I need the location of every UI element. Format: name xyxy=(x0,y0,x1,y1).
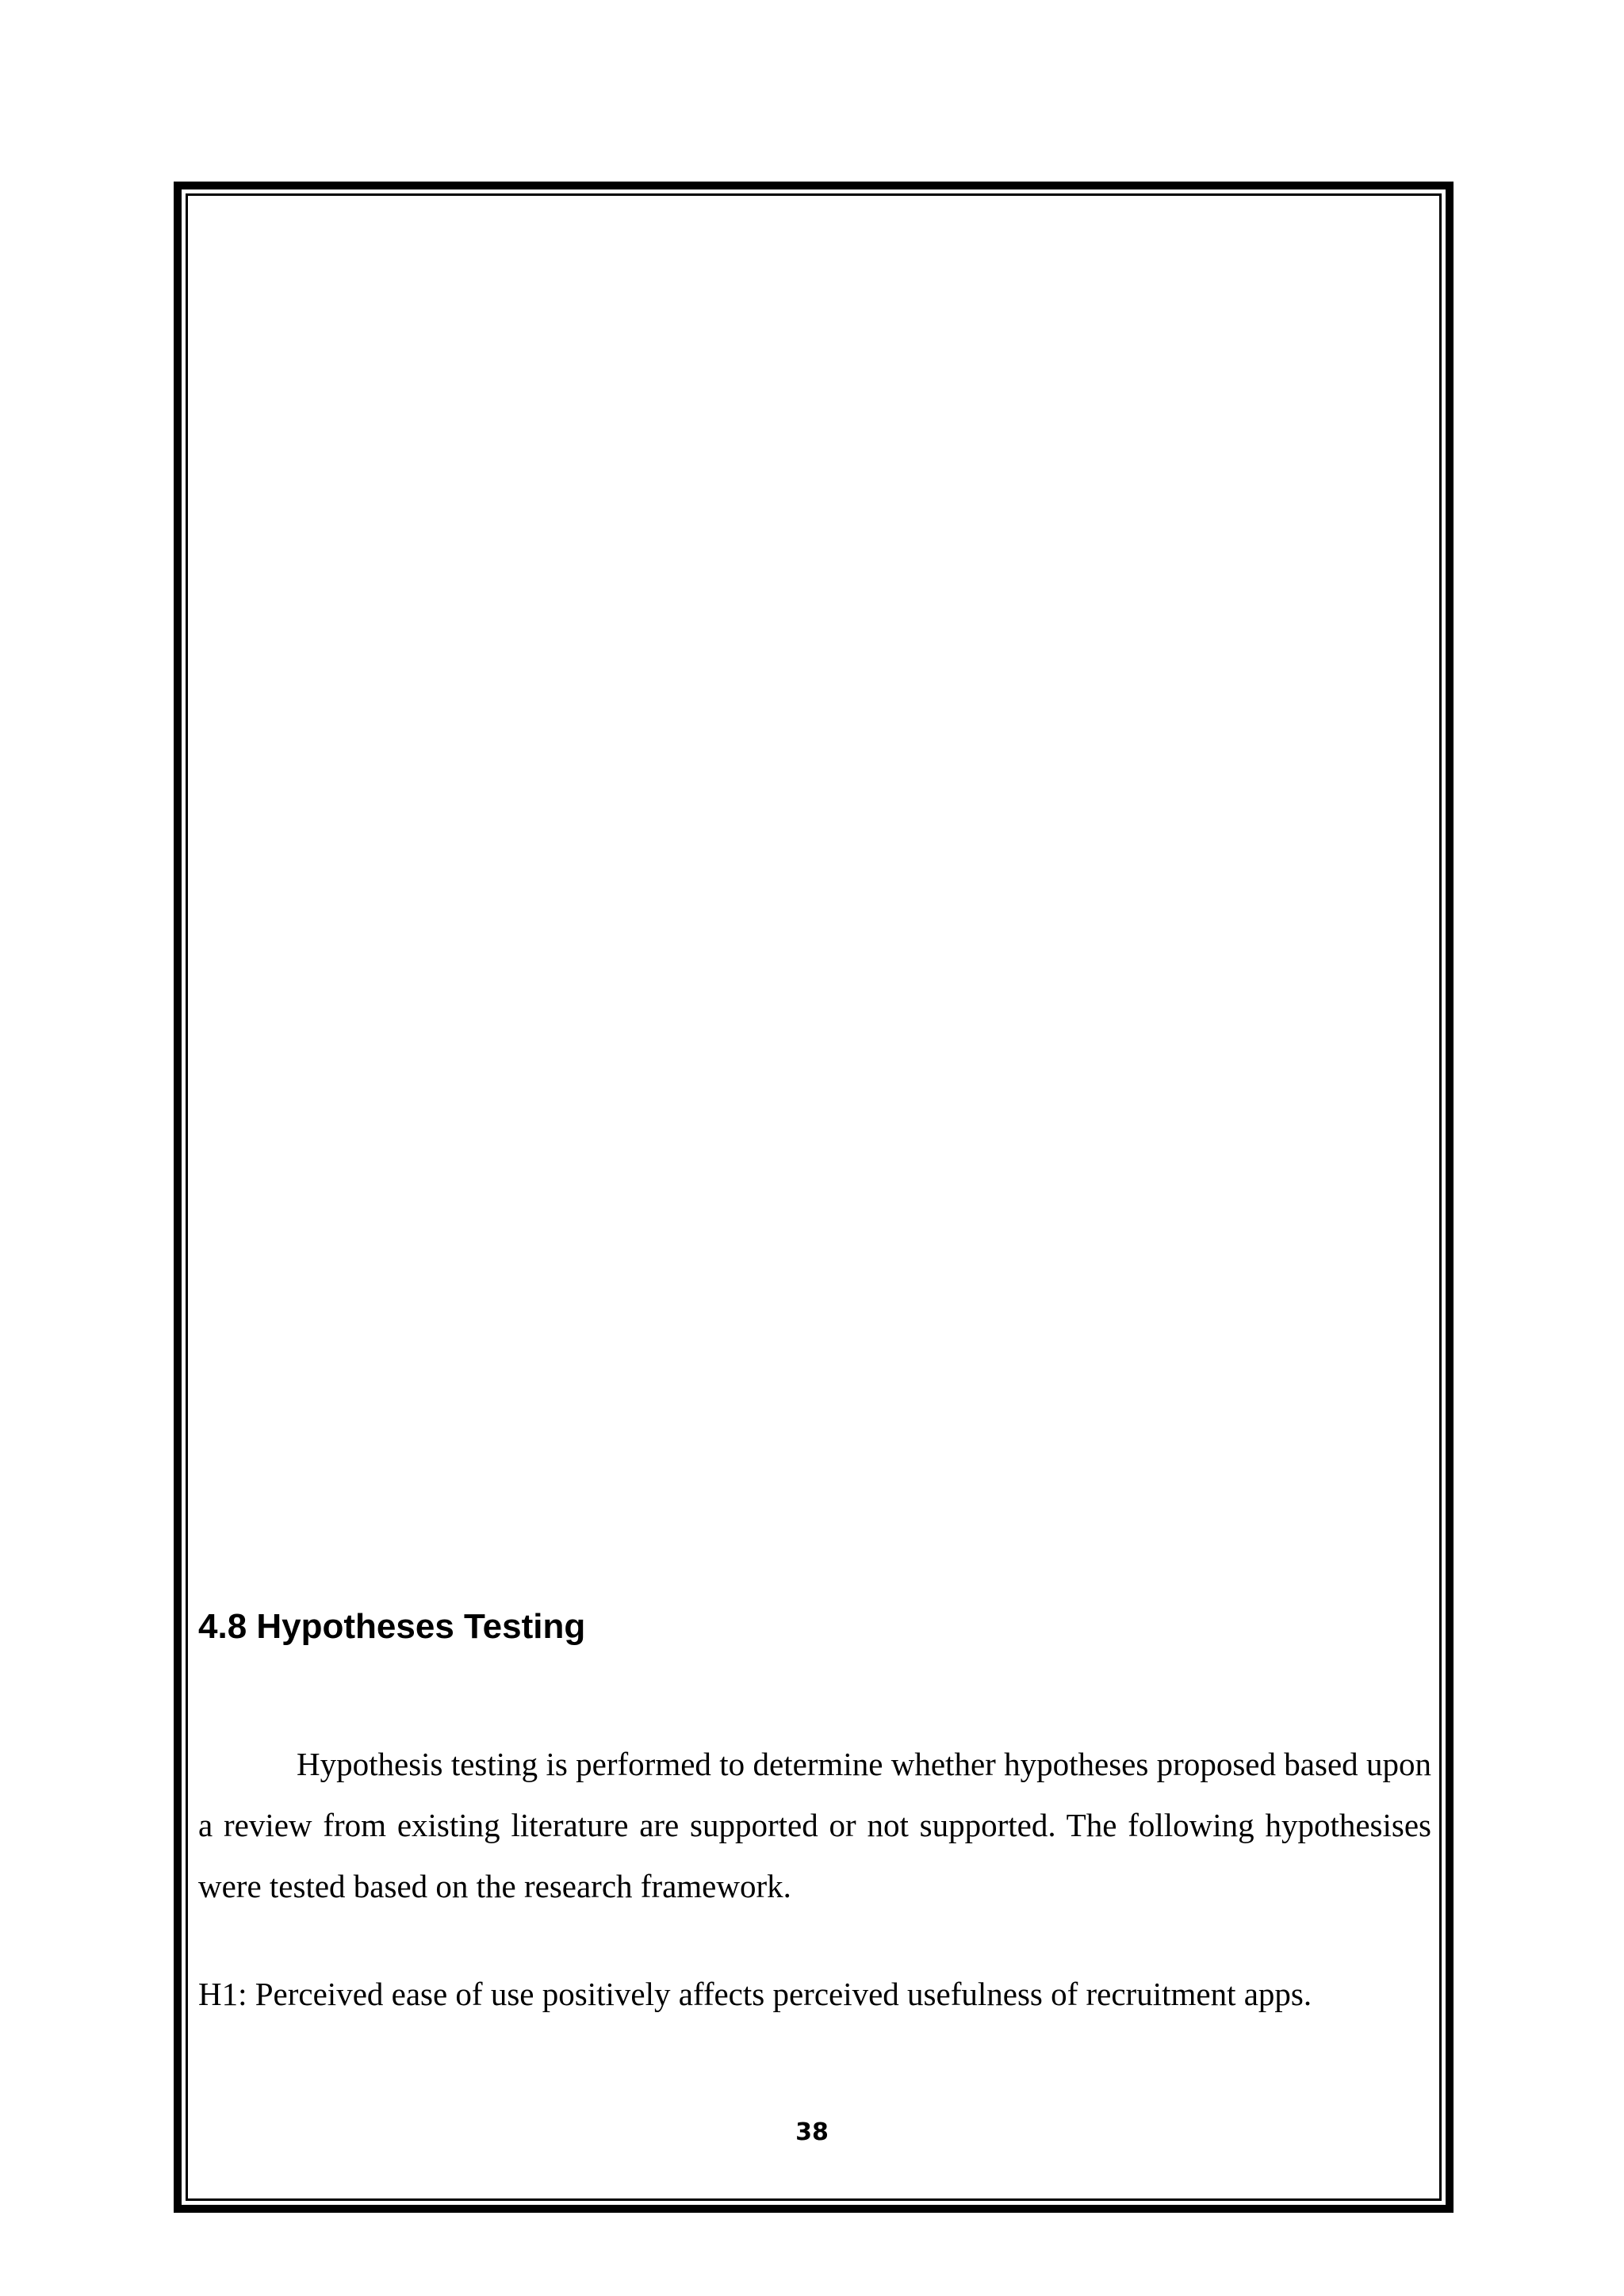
hypothesis-h1: H1: Perceived ease of use positively affects perceived usefulness of recruitment apps. xyxy=(198,1976,1312,2012)
body-paragraph: Hypothesis testing is performed to determine whether hypotheses proposed based upon a review from existing literature are supported or not supported. The following hypothesises were tested based on the research framework. xyxy=(198,1746,1431,1904)
page-number: 38 xyxy=(795,2118,829,2146)
section-heading: 4.8 Hypotheses Testing xyxy=(198,1607,586,1646)
